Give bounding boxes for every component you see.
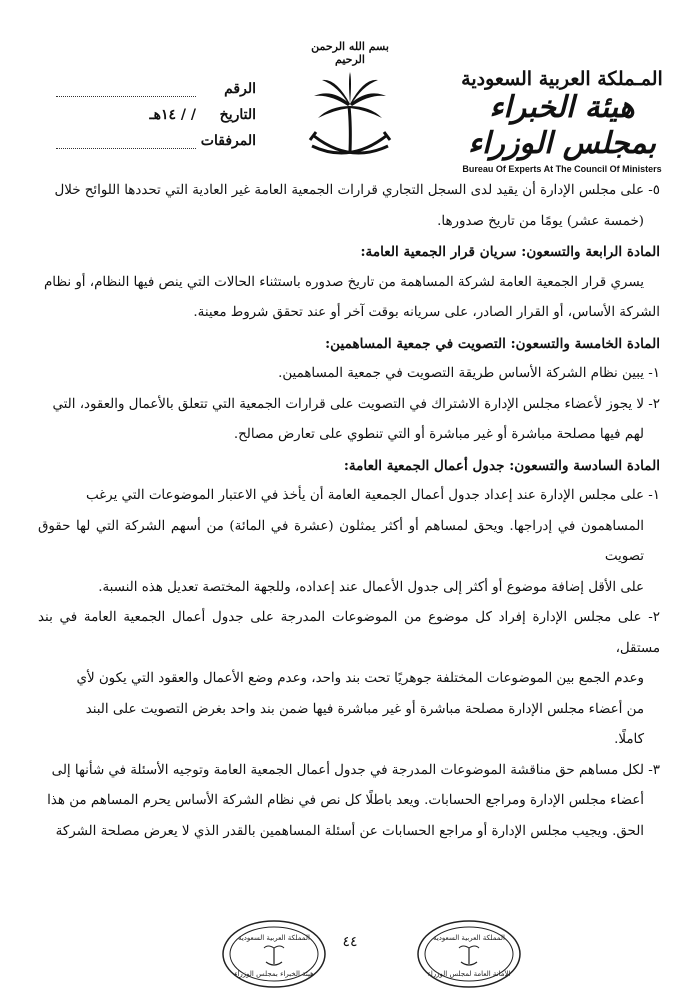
date-label: التاريخ bbox=[219, 107, 256, 123]
article-94-text-2: الشركة الأساس، أو القرار الصادر، على سريانه بوقت آخر أو عند تحقق شروط معينة. bbox=[193, 305, 660, 320]
reference-fields bbox=[36, 78, 256, 156]
letterhead-right bbox=[442, 68, 682, 174]
official-stamp-right-icon bbox=[415, 918, 523, 990]
kingdom-title: المـملكة العربية السعودية bbox=[461, 68, 663, 90]
attachments-label: المرفقات bbox=[200, 133, 256, 149]
emblem bbox=[300, 40, 400, 160]
article-96-item-3-line-3: الحق. ويجيب مجلس الإدارة أو مراجع الحسابات عن أسئلة المساهمين بالقدر الذي لا يعرض مصلحة الشركة bbox=[55, 823, 644, 839]
page-number: ٤٤ bbox=[342, 934, 358, 950]
article-95-item-2: ٢- لا يجوز لأعضاء مجلس الإدارة الاشتراك في التصويت على قرارات الجمعية التي تتعلق بالأعمال والعقود، التي bbox=[52, 396, 660, 412]
palm-and-swords-emblem-icon bbox=[300, 66, 400, 166]
article-96-item-1-line-2: المساهمون في إدراجها. ويحق لمساهم أو أكثر يمثلون (عشرة في المائة) من أسهم الشركة التي لها حقوق تصويت bbox=[38, 518, 644, 564]
stamp-right-bottom-text: الأمانة العامة لمجلس الوزراء bbox=[427, 970, 511, 978]
number-label: الرقم bbox=[224, 81, 256, 97]
bureau-title-arabic: هيئة الخبراء بمجلس الوزراء bbox=[467, 90, 657, 161]
article-96-item-3: ٣- لكل مساهم حق مناقشة الموضوعات المدرجة في جدول أعمال الجمعية العامة وتوجيه الأسئلة في شأنها إلى bbox=[51, 762, 660, 778]
stamp-left-bottom-text: هيئة الخبراء بمجلس الوزراء bbox=[234, 970, 314, 978]
number-line bbox=[56, 82, 196, 97]
article-96-item-3-line-2: أعضاء مجلس الإدارة ومراجع الحسابات. ويعد باطلًا كل نص في نظام الشركة الأساس يحرم المساهم من هذا bbox=[47, 793, 644, 808]
article-95-item-1: ١- يبين نظام الشركة الأساس طريقة التصويت في جمعية المساهمين. bbox=[278, 366, 660, 381]
official-stamp-left-icon bbox=[220, 918, 328, 990]
article-94-heading: المادة الرابعة والتسعون: سريان قرار الجمعية العامة: bbox=[360, 244, 660, 260]
article-94-text-1: يسري قرار الجمعية العامة لشركة المساهمة من تاريخ صدوره باستثناء الحالات التي ينص فيها النظام، أو نظام bbox=[43, 274, 644, 290]
paragraph-item-5-continued: (خمسة عشر) يومًا من تاريخ صدورها. bbox=[437, 213, 644, 229]
article-96-item-2-line-2: وعدم الجمع بين الموضوعات المختلفة جوهريًا تحت بند واحد، وعدم وضع الأعمال والعقود التي يكون لأي bbox=[76, 671, 644, 686]
stamp-left-top-text: المملكة العربية السعودية bbox=[238, 934, 310, 942]
date-field bbox=[36, 104, 256, 130]
article-96-item-2: ٢- على مجلس الإدارة إفراد كل موضوع من الموضوعات المدرجة على جدول أعمال الجمعية العامة في بند مستقل، bbox=[38, 610, 660, 656]
article-96-item-2-line-3: من أعضاء مجلس الإدارة مصلحة مباشرة أو غير مباشرة فيها ضمن بند واحد بغرض التصويت على البند bbox=[85, 701, 644, 717]
paragraph-item-5: ٥- على مجلس الإدارة أن يقيد لدى السجل التجاري قرارات الجمعية العامة غير العادية التي تحددها اللوائح خلال bbox=[54, 183, 660, 198]
attachments-field bbox=[36, 130, 256, 156]
document-body bbox=[38, 176, 660, 847]
article-96-item-1: ١- على مجلس الإدارة عند إعداد جدول أعمال الجمعية العامة أن يأخذ في الاعتبار الموضوعات التي يرغب bbox=[86, 488, 660, 503]
bureau-title-english: Bureau Of Experts At The Council Of Ministers bbox=[462, 164, 662, 174]
date-template: / / ١٤هـ bbox=[149, 107, 196, 123]
stamp-right-top-text: المملكة العربية السعودية bbox=[433, 934, 505, 942]
article-95-heading: المادة الخامسة والتسعون: التصويت في جمعية المساهمين: bbox=[325, 335, 660, 352]
basmala: بسم الله الرحمن الرحيم bbox=[311, 40, 389, 66]
article-95-item-2-continued: لهم فيها مصلحة مباشرة أو غير مباشرة أو التي تنطوي على تعارض مصالح. bbox=[233, 427, 644, 442]
article-96-item-2-line-4: كاملًا. bbox=[614, 732, 644, 747]
number-field bbox=[36, 78, 256, 104]
attachments-line bbox=[56, 134, 196, 149]
article-96-heading: المادة السادسة والتسعون: جدول أعمال الجمعية العامة: bbox=[343, 457, 660, 474]
article-96-item-1-line-3: على الأقل إضافة موضوع أو أكثر إلى جدول الأعمال عند إعداده، وللجهة المختصة تعديل هذه النسبة. bbox=[98, 579, 644, 595]
